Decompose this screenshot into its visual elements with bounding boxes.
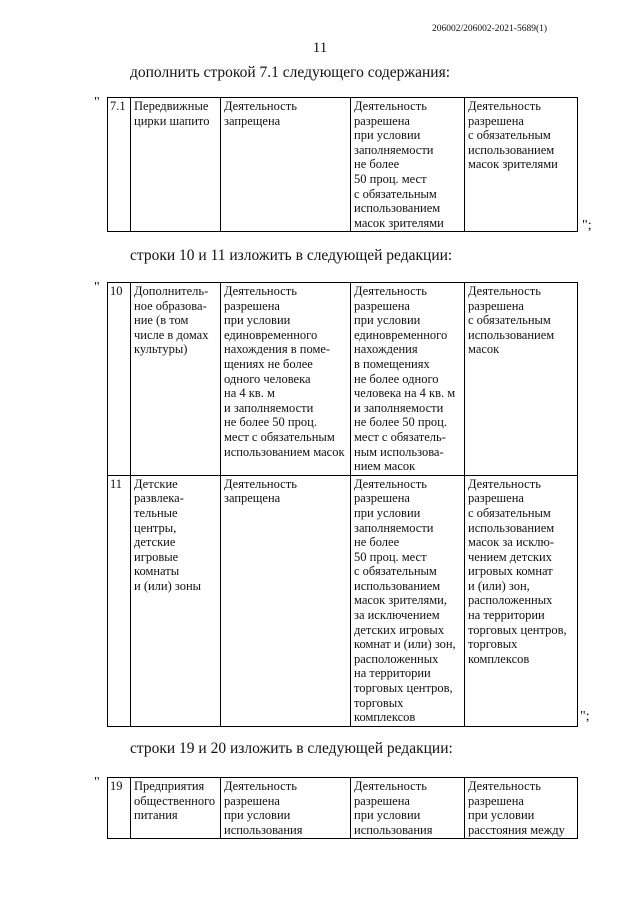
condition-cell-3: Деятельность разрешена при условии расстояния между	[465, 778, 578, 839]
activity-type-cell: Детские развлека- тельные центры, детские игровые комнаты и (или) зоны	[131, 475, 221, 726]
condition-cell-2: Деятельность разрешена при условии заполняемости не более 50 проц. мест с обязательным использованием масок зрителями	[351, 98, 465, 232]
opening-quote: "	[94, 95, 100, 110]
row-number-cell: 19	[108, 778, 131, 839]
amendment-table-rows-10-11	[107, 282, 578, 727]
closing-mark: ";	[580, 709, 590, 724]
condition-cell-2: Деятельность разрешена при условии единовременного нахождения в помещениях не более одного человека на 4 кв. м и заполняемости не более 50 проц. мест с обязатель- ным использова- нием масок	[351, 283, 465, 476]
row-number-cell: 7.1	[108, 98, 131, 232]
section-intro-row-7-1: дополнить строкой 7.1 следующего содержания:	[130, 64, 451, 81]
activity-type-cell: Предприятия общественного питания	[131, 778, 221, 839]
activity-type-cell: Дополнитель- ное образова- ние (в том числе в домах культуры)	[131, 283, 221, 476]
condition-cell-3: Деятельность разрешена с обязательным использованием масок зрителями	[465, 98, 578, 232]
table-row	[108, 778, 578, 839]
section-intro-rows-10-11: строки 10 и 11 изложить в следующей редакции:	[130, 247, 453, 264]
condition-cell-3: Деятельность разрешена с обязательным использованием масок за исклю- чением детских игровых комнат и (или) зон, расположенных на территории торговых центров, торговых комплексов	[465, 475, 578, 726]
document-id: 206002/206002-2021-5689(1)	[432, 24, 548, 34]
condition-cell-2: Деятельность разрешена при условии заполняемости не более 50 проц. мест с обязательным использованием масок зрителями, за исключением детских игровых комнат и (или) зон, расположенных на территории торговых центров, торговых комплексов	[351, 475, 465, 726]
row-number-cell: 11	[108, 475, 131, 726]
condition-cell-3: Деятельность разрешена с обязательным использованием масок	[465, 283, 578, 476]
row-number-cell: 10	[108, 283, 131, 476]
activity-type-cell: Передвижные цирки шапито	[131, 98, 221, 232]
condition-cell-1: Деятельность разрешена при условии использования	[221, 778, 351, 839]
condition-cell-1: Деятельность разрешена при условии единовременного нахождения в поме- щениях не более одного человека на 4 кв. м и заполняемости не более 50 проц. мест с обязательным использованием масок	[221, 283, 351, 476]
table-row	[108, 283, 578, 476]
opening-quote: "	[94, 775, 100, 790]
amendment-table-row-7-1	[107, 97, 578, 232]
page-number: 11	[312, 40, 328, 56]
section-intro-rows-19-20: строки 19 и 20 изложить в следующей редакции:	[130, 740, 453, 757]
closing-mark: ";	[582, 218, 592, 233]
opening-quote: "	[94, 280, 100, 295]
condition-cell-1: Деятельность запрещена	[221, 98, 351, 232]
condition-cell-2: Деятельность разрешена при условии использования	[351, 778, 465, 839]
table-row	[108, 98, 578, 232]
condition-cell-1: Деятельность запрещена	[221, 475, 351, 726]
amendment-table-rows-19-20	[107, 777, 578, 839]
table-row	[108, 475, 578, 726]
